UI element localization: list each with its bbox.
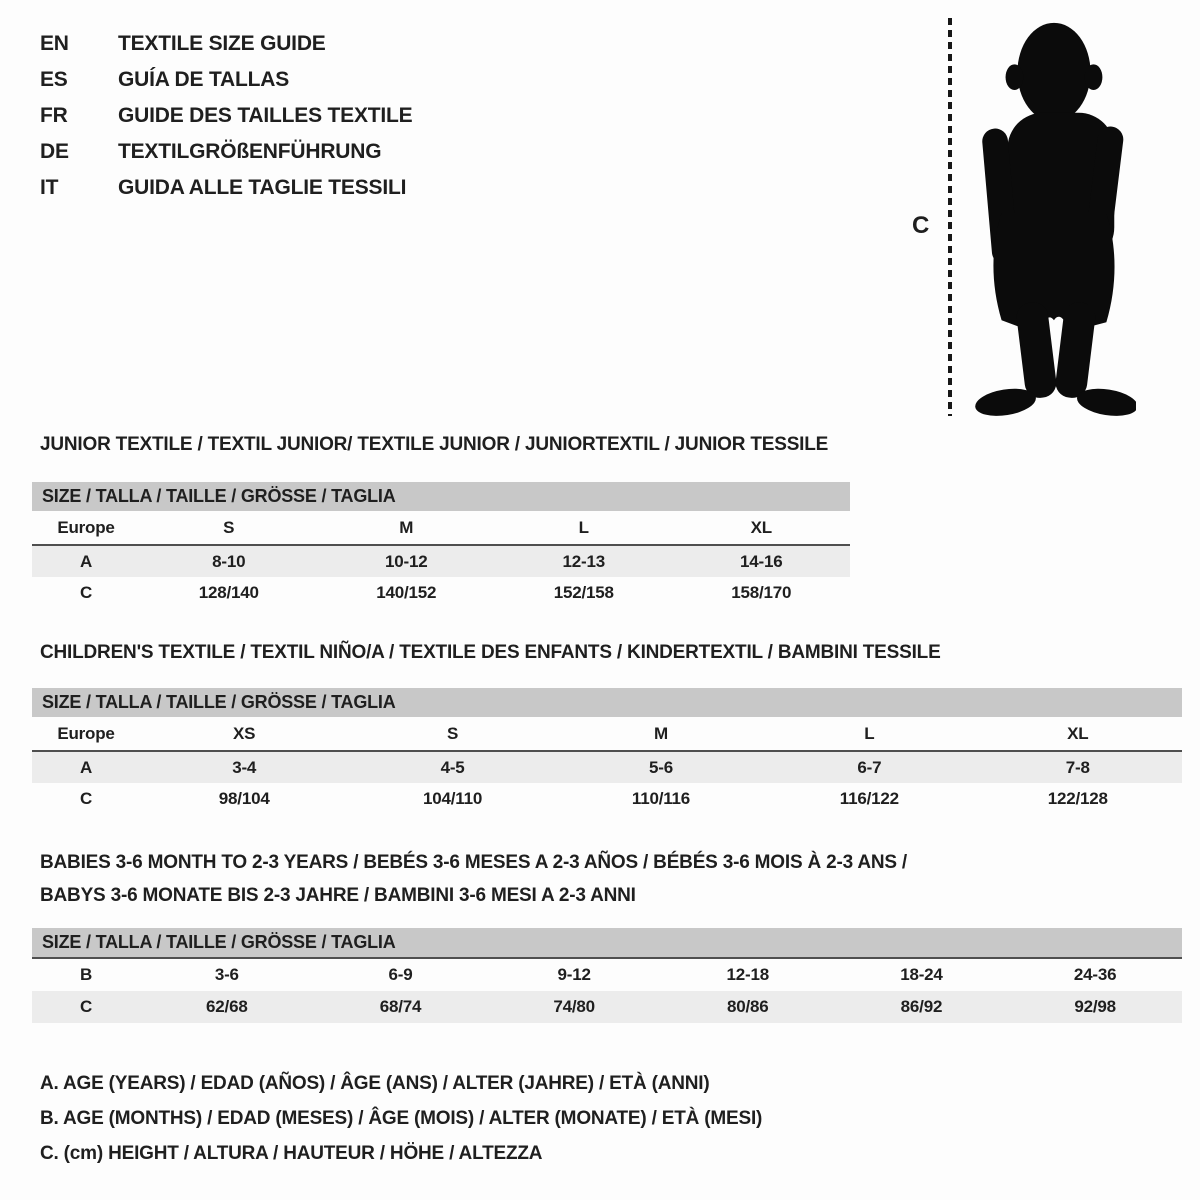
age-cell: 3-4 [140,751,348,783]
language-code: ES [40,68,68,91]
height-cell: 116/122 [839,789,899,808]
height-cell: 104/110 [423,789,483,808]
months-cell: 9-12 [557,965,591,984]
age-cell: 7-8 [974,751,1182,783]
table-row-age [32,751,1182,783]
height-cell: 92/98 [1008,991,1182,1023]
language-row-en [40,26,412,62]
table-row-height [32,577,850,609]
height-cell: 140/152 [376,583,437,602]
size-header-bar [32,928,1182,958]
table-row-height [32,991,1182,1023]
table-row-europe [32,717,1182,751]
height-measure-label: C [912,212,930,239]
size-cell: L [495,511,673,545]
height-cell: 98/104 [218,789,270,808]
table-row-height [32,783,1182,815]
babies-section-heading [40,846,907,912]
guide-title-fr: GUIDE DES TAILLES TEXTILE [118,104,413,127]
size-cell: XL [673,511,851,545]
age-cell: 12-13 [495,545,673,577]
height-dashed-line [948,18,952,416]
table-row-months [32,958,1182,991]
height-cell: 122/128 [1047,789,1108,808]
row-label: C [32,991,140,1023]
height-cell: 62/68 [140,991,314,1023]
guide-title-it: GUIDA ALLE TAGLIE TESSILI [118,176,407,199]
children-size-table [32,688,1182,815]
babies-heading-line2: BABYS 3-6 MONATE BIS 2-3 JAHRE / BAMBINI 3-6 MESI A 2-3 ANNI [40,885,636,906]
size-cell: XS [140,717,348,751]
row-label: Europe [32,717,140,751]
height-cell: 110/116 [631,789,691,808]
legend-line-a: A. AGE (YEARS) / EDAD (AÑOS) / ÂGE (ANS) / ALTER (JAHRE) / ETÀ (ANNI) [40,1073,710,1094]
language-title-list [40,26,412,206]
height-cell: 128/140 [198,583,259,602]
language-row-es [40,62,412,98]
height-cell: 80/86 [661,991,835,1023]
months-cell: 12-18 [726,965,770,984]
height-cell: 152/158 [553,583,614,602]
babies-heading-line1: BABIES 3-6 MONTH TO 2-3 YEARS / BEBÉS 3-6 MESES A 2-3 AÑOS / BÉBÉS 3-6 MOIS À 2-3 ANS / [40,852,908,873]
row-label: C [79,583,93,602]
age-cell: 14-16 [673,545,851,577]
children-section-heading: CHILDREN'S TEXTILE / TEXTIL NIÑO/A / TEXTILE DES ENFANTS / KINDERTEXTIL / BAMBINI TESSILE [40,642,941,663]
height-cell: 86/92 [835,991,1009,1023]
months-cell: 3-6 [214,965,239,984]
size-cell: S [348,717,556,751]
row-label: Europe [32,511,140,545]
table-row-europe [32,511,850,545]
age-cell: 5-6 [557,751,765,783]
row-label: B [79,965,93,984]
junior-size-table [32,482,850,609]
months-cell: 24-36 [1073,965,1117,984]
guide-title-en: TEXTILE SIZE GUIDE [118,32,326,55]
guide-title-de: TEXTILGRÖßENFÜHRUNG [118,140,382,163]
babies-size-table [32,928,1182,1023]
height-cell: 74/80 [487,991,661,1023]
age-cell: 6-7 [765,751,973,783]
table-row-age [32,545,850,577]
toddler-silhouette-icon [968,16,1136,420]
language-code: EN [40,32,69,55]
legend-line-b: B. AGE (MONTHS) / EDAD (MESES) / ÂGE (MOIS) / ALTER (MONATE) / ETÀ (MESI) [40,1108,763,1129]
size-cell: M [318,511,496,545]
size-header-label: SIZE / TALLA / TAILLE / GRÖSSE / TAGLIA [32,482,850,511]
size-header-label: SIZE / TALLA / TAILLE / GRÖSSE / TAGLIA [32,928,1182,958]
junior-section-heading: JUNIOR TEXTILE / TEXTIL JUNIOR/ TEXTILE JUNIOR / JUNIORTEXTIL / JUNIOR TESSILE [40,434,829,455]
size-cell: XL [974,717,1182,751]
months-cell: 18-24 [900,965,943,984]
size-cell: L [765,717,973,751]
age-cell: 4-5 [348,751,556,783]
language-code: DE [40,140,69,163]
size-header-label: SIZE / TALLA / TAILLE / GRÖSSE / TAGLIA [32,688,1182,717]
legend-line-c: C. (cm) HEIGHT / ALTURA / HAUTEUR / HÖHE / ALTEZZA [40,1143,543,1164]
row-label: A [32,751,140,783]
height-cell: 68/74 [314,991,488,1023]
age-cell: 8-10 [140,545,318,577]
language-row-it [40,170,412,206]
language-code: IT [40,176,59,199]
row-label: A [32,545,140,577]
size-cell: M [557,717,765,751]
row-label: C [79,789,93,808]
measurement-legend [40,1066,762,1171]
guide-title-es: GUÍA DE TALLAS [118,68,290,91]
language-row-de [40,134,412,170]
months-cell: 6-9 [388,965,413,984]
size-header-bar [32,688,1182,717]
language-code: FR [40,104,68,127]
age-cell: 10-12 [318,545,496,577]
size-cell: S [140,511,318,545]
language-row-fr [40,98,412,134]
height-cell: 158/170 [731,583,792,602]
size-header-bar [32,482,850,511]
